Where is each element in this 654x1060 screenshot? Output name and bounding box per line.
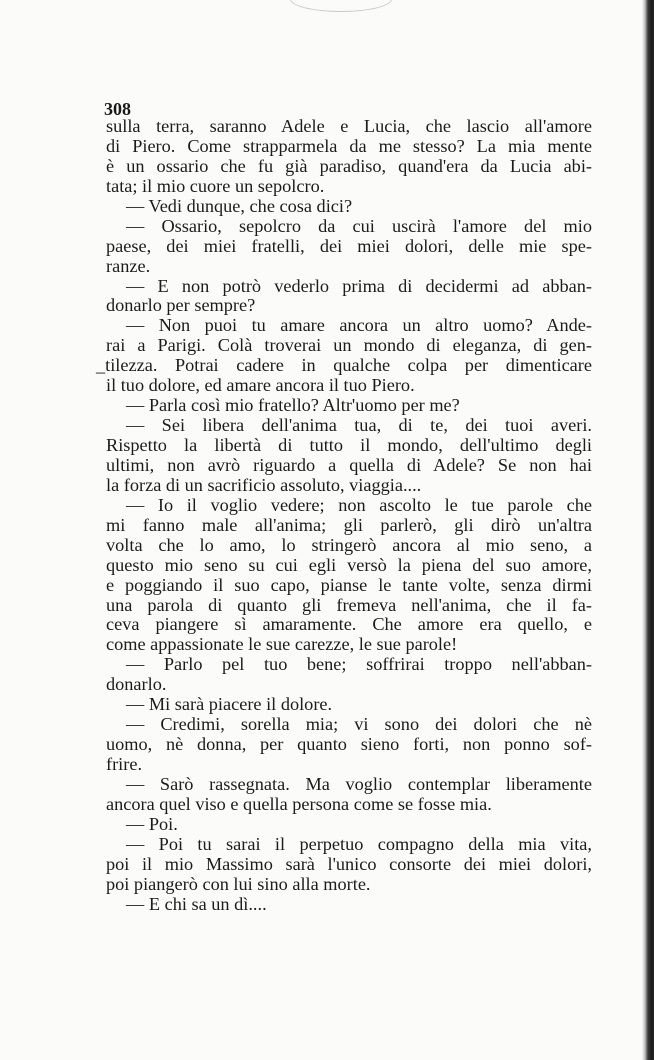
text-line: — Poi. [126,813,178,834]
text-line: — Io il voglio vedere; non ascolto le tue parole che [126,494,592,515]
text-line: mi fanno male all'anima; gli parlerò, gli dirò un'altra [106,514,592,535]
text-line: — Vedi dunque, che cosa dici? [126,195,353,216]
text-line: paese, dei miei fratelli, dei miei dolori, delle mie spe- [106,235,592,256]
text-line: di Piero. Come strapparmela da me stesso? La mia mente [106,135,592,156]
text-line: — Credimi, sorella mia; vi sono dei dolori che nè [126,714,592,735]
text-line: il tuo dolore, ed amare ancora il tuo Piero. [106,375,415,396]
text-line: — E chi sa un dì.... [126,893,267,914]
text-line: ceva piangere sì amaramente. Che amore era quello, e [106,614,592,635]
text-line: ranze. [106,255,151,276]
text-line: volta che lo amo, lo stringerò ancora al mio seno, a [106,534,592,555]
text-line: donarlo per sempre? [106,295,256,316]
text-line: frire. [106,754,143,774]
text-line: _tilezza. Potrai cadere in qualche colpa per dimenticare [96,355,592,376]
text-line: sulla terra, saranno Adele e Lucia, che lascio all'amore [106,116,592,136]
text-line: una parola di quanto gli fremeva nell'anima, che il fa- [106,594,592,615]
text-line: poi il mio Massimo sarà l'unico consorte dei miei dolori, [106,853,592,874]
text-line: donarlo. [106,674,167,695]
text-line: Rispetto la libertà di tutto il mondo, dell'ultimo degli [106,435,592,455]
text-line: — Sei libera dell'anima tua, di te, dei tuoi averi. [126,415,592,436]
text-line: è un ossario che fu già paradiso, quand'era da Lucia abi- [106,155,592,176]
book-spine-shadow [642,0,654,1060]
text-line: — Ossario, sepolcro da cui uscirà l'amore del mio [126,215,592,236]
text-line: come appassionate le sue carezze, le sue parole! [106,634,458,655]
text-line: rai a Parigi. Colà troverai un mondo di eleganza, di gen- [106,335,592,356]
text-line: tata; il mio cuore un sepolcro. [106,175,325,196]
text-line: uomo, nè donna, per quanto sieno forti, non ponno sof- [106,734,592,755]
text-line: — Parla così mio fratello? Altr'uomo per me? [126,395,460,416]
body-text [96,116,592,915]
page-number: 308 [104,99,131,119]
text-line: la forza di un sacrificio assoluto, viaggia.... [106,474,422,495]
text-line: e poggiando il suo capo, pianse le tante volte, senza dirmi [106,574,592,595]
page-edge-mark [290,0,392,12]
text-line: — Non puoi tu amare ancora un altro uomo? Ande- [126,315,592,336]
text-line: ultimi, non avrò riguardo a quella di Adele? Se non hai [106,454,592,475]
text-line: — Poi tu sarai il perpetuo compagno della mia vita, [126,833,592,854]
text-line: — Parlo pel tuo bene; soffrirai troppo nell'abban- [126,654,592,675]
text-line: — Sarò rassegnata. Ma voglio contemplar liberamente [126,773,592,794]
text-line: — Mi sarà piacere il dolore. [126,694,333,715]
text-line: ancora quel viso e quella persona come se fosse mia. [106,793,492,814]
text-line: poi piangerò con lui sino alla morte. [106,873,371,894]
text-line: questo mio seno su cui egli versò la piena del suo amore, [106,554,592,575]
text-line: — E non potrò vederlo prima di decidermi ad abban- [126,275,592,296]
